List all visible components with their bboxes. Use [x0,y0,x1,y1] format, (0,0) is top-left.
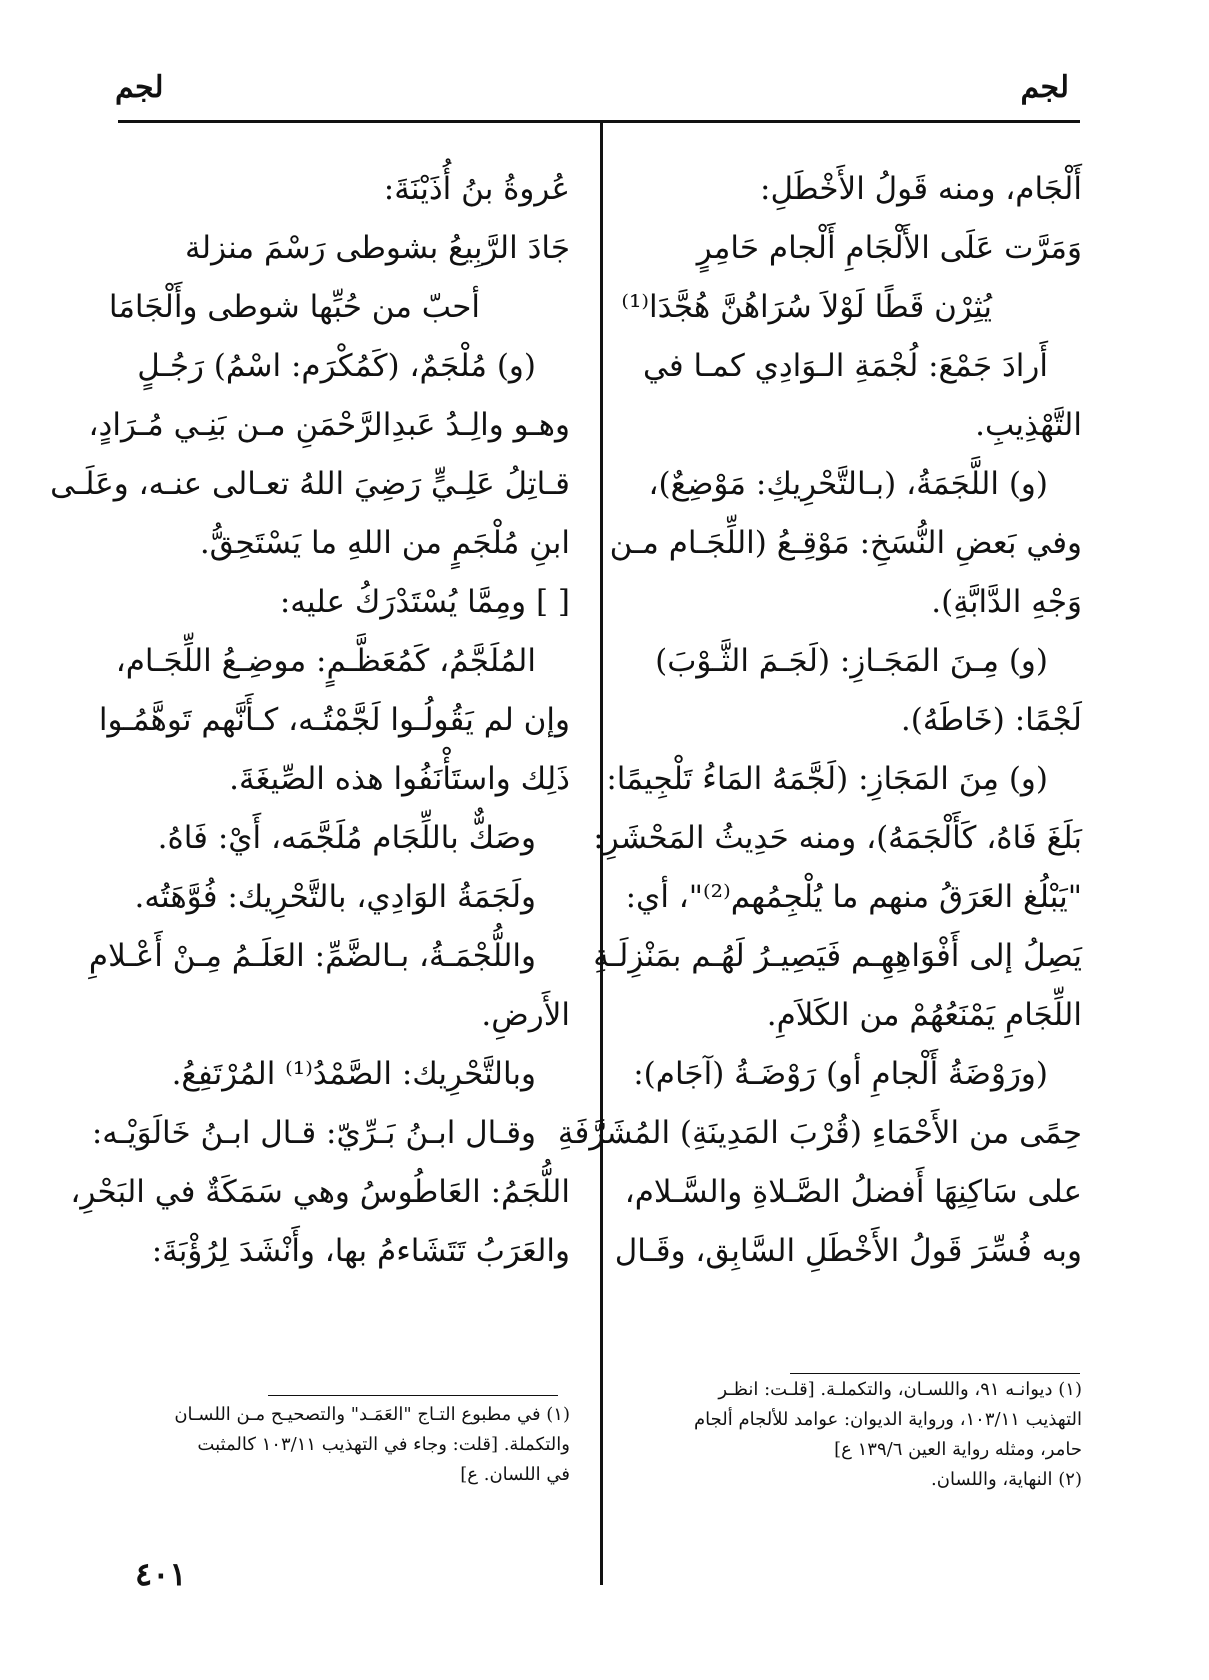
text-line: يَصِلُ إلى أَفْوَاهِهِـم فَيَصِيـرُ لَهُـم بمَنْزِلَـةِ [593,938,1082,974]
text-line: والعَرَبُ تَتَشَاءمُ بها، وأَنْشَدَ لِرُؤْبَةَ: [151,1233,570,1269]
text-line: وفي بَعضِ النُّسَخِ: مَوْقِـعُ (اللِّجَـام مـن [609,525,1082,561]
text-line: اللُّجَمُ: العَاطُوسُ وهي سَمَكَةٌ في البَحْرِ، [70,1174,570,1210]
text-line: (و) مِنَ المَجَازِ: (لَجَّمَهُ المَاءُ تَلْجِيمًا: [606,761,1048,797]
text-line: وقـال ابـنُ بَـرِّيّ: قـال ابـنُ خَالَوَيْـه: [91,1115,536,1151]
text-line: أَرادَ جَمْعَ: لُجْمَةِ الـوَادِي كمـا في [643,348,1048,384]
page-number: ٤٠١ [135,1555,187,1593]
text-line: بَلَغَ فَاهُ، كَأَلْجَمَهُ)، ومنه حَدِيثُ المَحْشَرِ: [593,820,1082,856]
footnote-rule-right [790,1373,1080,1374]
verse-line: يُثِرْن قَطًا لَوْلاَ سُرَاهُنَّ هُجَّدَا⁽¹⁾ [621,289,992,325]
footnotes-left [118,1400,570,1490]
footnotes-right [630,1375,1082,1495]
text-line: الأَرضِ. [481,997,570,1033]
text-line: المُلَجَّمُ، كَمُعَظَّـمٍ: موضِـعُ اللِّجَـام، [115,643,536,679]
verse-line: أحبّ من حُبِّها شوطى وأَلْجَامَا [108,289,480,325]
text-line: "يَبْلُغ العَرَقُ منهم ما يُلْجِمُهم⁽²⁾"، أي: [625,879,1082,915]
text-line: حِمًى من الأَحْمَاءِ (قُرْبَ المَدِينَةِ) المُشَرَّفَةِ [557,1115,1082,1151]
text-line: [ ] ومِمَّا يُسْتَدْرَكُ عليه: [279,584,570,620]
footnote-rule-left [268,1395,558,1396]
footnote-line: والتكملة. [قلت: وجاء في التهذيب ١٠٣/١١ كالمثبت [197,1434,570,1455]
text-line: وبه فُسِّرَ قَولُ الأَخْطَلِ السَّابِق، وقَـال [614,1233,1082,1269]
text-line: ولَجَمَةُ الوَادِي، بالتَّحْرِيك: فُوَّهَتُه. [134,879,536,915]
header-rule [118,120,1080,123]
text-line: (و) مِـنَ المَجَـازِ: (لَجَـمَ الثَّـوْبَ) [655,643,1048,679]
right-column [557,160,1082,1281]
text-line: (ورَوْضَةُ أَلْجامِ أو) رَوْضَـةُ (آجَام): [633,1056,1048,1092]
verse-line: وَمَرَّت عَلَى الأَلْجَامِ أَلْجام حَامِرٍ [696,230,1082,266]
text-line: لَجْمًا: (خَاطَهُ). [900,702,1082,738]
footnote-line: التهذيب ١٠٣/١١، ورواية الديوان: عوامد للألجام ألجام [694,1409,1082,1430]
text-line: ابنِ مُلْجَمٍ من اللهِ ما يَسْتَحِقُّ. [199,525,570,561]
footnote-line: في اللسان. ع] [460,1464,570,1485]
text-line: على سَاكِنِهَا أَفضلُ الصَّـلاةِ والسَّـلام، [624,1174,1082,1210]
text-line: وهـو والِـدُ عَبدِالرَّحْمَنِ مـن بَنِـي مُـرَادٍ، [88,407,570,443]
text-line: وَجْهِ الدَّابَّةِ). [931,584,1082,620]
text-line: وإن لم يَقُولُـوا لَجَّمْتُـه، كـأَنَّهم تَوهَّمُـوا [98,702,570,738]
footnote-line: (١) في مطبوع التـاج "العَمَـد" والتصحيـح مـن اللسـان [174,1404,570,1425]
footnote-line: (٢) النهاية، واللسان. [931,1469,1082,1490]
text-line: واللُّجْمَـةُ، بـالضَّمِّ: العَلَـمُ مِـنْ أَعْـلامِ [88,938,536,974]
text-line: ذَلِك واستَأْنَفُوا هذه الصِّيغَةَ. [229,761,570,797]
text-line: وبالتَّحْرِيك: الصَّمْدُ⁽¹⁾ المُرْتَفِعُ. [171,1056,536,1092]
text-line: اللِّجَامِ يَمْنَعُهُمْ من الكَلاَمِ. [766,997,1082,1033]
running-head-right: لجم [1020,70,1069,105]
running-head-left: لجم [115,70,164,105]
text-line: قـاتِلُ عَلِـيٍّ رَضِيَ اللهُ تعـالى عنـه، وعَلَـى [50,466,570,502]
text-line: عُروةُ بنُ أُذَيْنَةَ: [383,171,570,207]
footnote-line: (١) ديوانـه ٩١، واللسـان، والتكملـة. [قلـت: انظـر [718,1379,1082,1400]
text-line: (و) اللَّجَمَةُ، (بـالتَّحْرِيكِ: مَوْضِعٌ)، [648,466,1048,502]
text-line: التَّهْذِيبِ. [975,407,1082,443]
text-line: (و) مُلْجَمٌ، (كَمُكْرَم: اسْمُ) رَجُـلٍ [137,348,536,384]
text-line: أَلْجَام، ومنه قَولُ الأَخْطَلِ: [760,171,1082,207]
text-line: وصَكٌّ باللِّجَام مُلَجَّمَه، أَيْ: فَاهُ. [157,820,536,856]
footnote-line: حامر، ومثله رواية العين ١٣٩/٦ ع] [834,1439,1082,1460]
verse-line: جَادَ الرَّبِيعُ بشوطى رَسْمَ منزلة [185,230,570,266]
left-column [50,160,570,1281]
